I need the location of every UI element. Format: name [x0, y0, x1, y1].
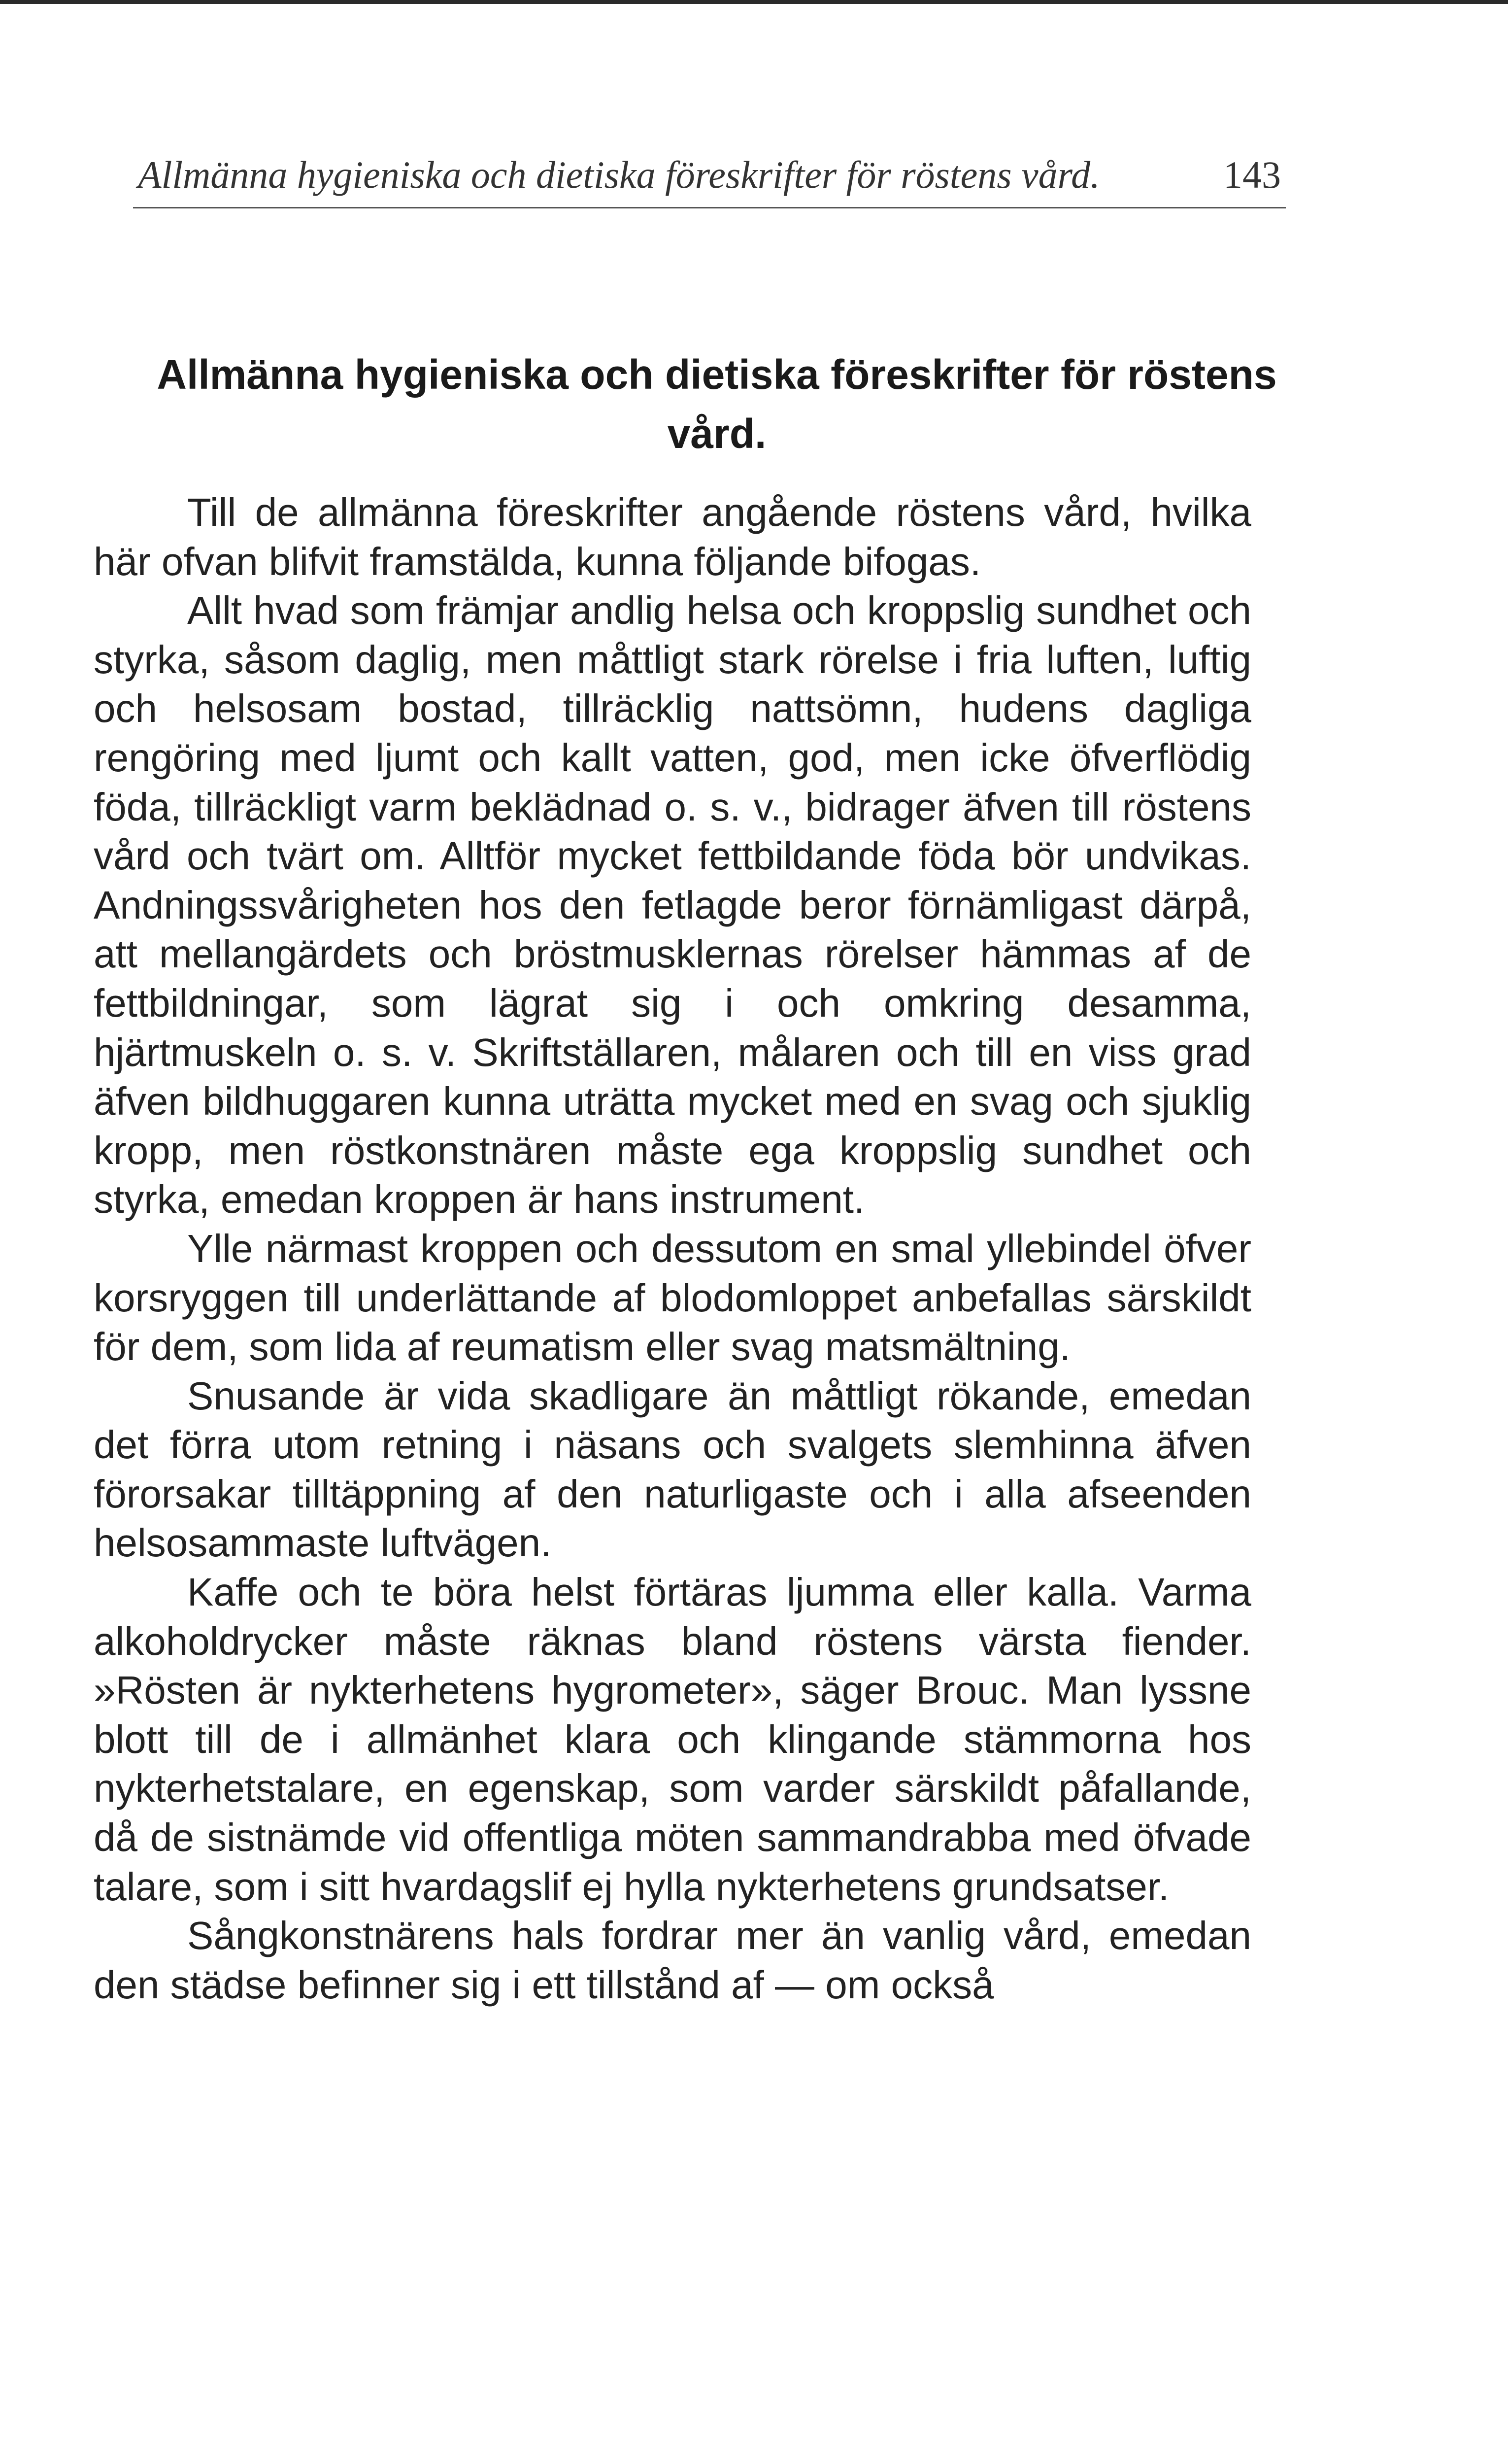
paragraph: Snusande är vida skadligare än måttligt rökande, emedan det förra utom retning i näsans och svalgets slemhinna äfven förorsakar tilltäppning af den naturligaste och i alla afseenden helsosammaste luftvägen. [94, 1373, 1251, 1565]
paragraph: Sångkonstnärens hals fordrar mer än vanlig vård, emedan den städse befinner sig i ett tillstånd af — om också [94, 1914, 1251, 2007]
running-head [138, 148, 1281, 202]
paragraph: Ylle närmast kroppen och dessutom en smal yllebindel öfver korsryggen till underlättande af blodomloppet anbefallas särskildt för dem, som lida af reumatism eller svag matsmältning. [94, 1226, 1251, 1369]
paragraph: Allt hvad som främjar andlig helsa och kroppslig sundhet och styrka, såsom daglig, men måttligt stark rörelse i fria luften, luftig och helsosam bostad, tillräcklig nattsömn, hudens dagliga rengöring med ljumt och kallt vatten, god, men icke öfverflödig föda, tillräckligt varm beklädnad o. s. v., bidrager äfven till röstens vård och tvärt om. Alltför mycket fettbildande föda bör undvikas. Andningssvårigheten hos den fetlagde beror förnämligast därpå, att mellangärdets och bröstmusklernas rörelser hämmas af de fettbildningar, som lägrat sig i och omkring desamma, hjärtmuskeln o. s. v. Skriftställaren, målaren och till en viss grad äfven bildhuggaren kunna uträtta mycket med en svag och sjuklig kropp, men röstkonstnären måste ega kroppslig sundhet och styrka, emedan kroppen är hans instrument. [94, 588, 1251, 1222]
header-rule [133, 207, 1286, 208]
section-title: Allmänna hygieniska och dietiska föreskrifter för röstens vård. [157, 351, 1277, 457]
body-text [94, 488, 1251, 2009]
page-edge-border [0, 0, 1508, 4]
paragraph: Till de allmänna föreskrifter angående röstens vård, hvilka här ofvan blifvit framstälda, kunna följande bifogas. [94, 490, 1251, 583]
running-head-title: Allmänna hygieniska och dietiska föreskrifter för röstens vård. [138, 153, 1100, 196]
paragraph: Kaffe och te böra helst förtäras ljumma eller kalla. Varma alkoholdrycker måste räknas bland röstens värsta fiender. »Rösten är nykterhetens hygrometer», säger Brouc. Man lyssne blott till de i allmänhet klara och klingande stämmorna hos nykterhetstalare, en egenskap, som varder särskildt påfallande, då de sistnämde vid offentliga möten sammandrabba med öfvade talare, som i sitt hvardagslif ej hylla nykterhetens grundsatser. [94, 1570, 1251, 1909]
page-number: 143 [1223, 153, 1281, 196]
